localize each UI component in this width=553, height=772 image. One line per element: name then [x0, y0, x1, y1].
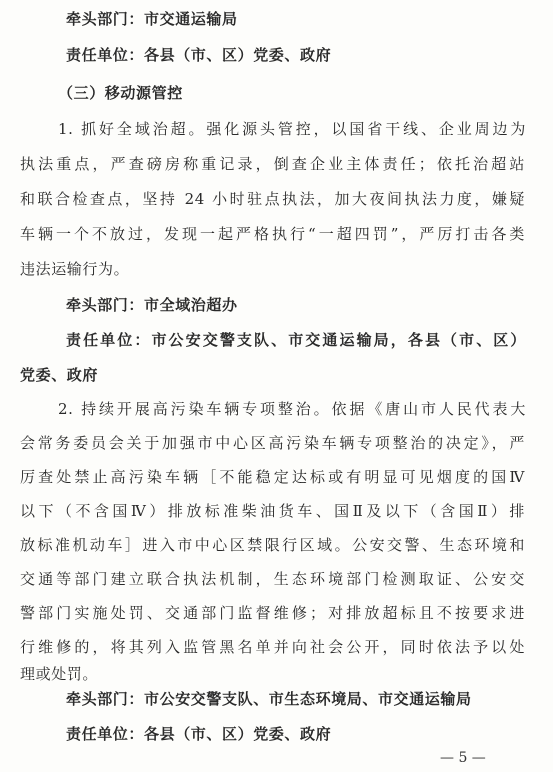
paragraph-line: 2. 持续开展高污染车辆专项整治。依据《唐山市人民代表大	[58, 400, 526, 418]
paragraph-line: 执法重点，严查磅房称重记录，倒查企业主体责任；依托治超站	[20, 155, 525, 173]
paragraph-line: 放标准机动车］进入市中心区禁限行区域。公安交警、生态环境和	[20, 536, 525, 554]
paragraph-line: 交通等部门建立联合执法机制，生态环境部门检测取证、公安交	[20, 570, 525, 588]
paragraph-line: 厉查处禁止高污染车辆［不能稳定达标或有明显可见烟度的国Ⅳ	[20, 468, 525, 486]
section-heading: （三）移动源管控	[58, 84, 183, 102]
responsible-unit-line: 责任单位：各县（市、区）党委、政府	[66, 725, 332, 743]
lead-department-line: 牵头部门：市全域治超办	[66, 296, 238, 314]
page-number: — 5 —	[440, 750, 486, 766]
responsible-unit-line: 责任单位：市公安交警支队、市交通运输局，各县（市、区）	[66, 331, 526, 349]
paragraph-line: 1. 抓好全域治超。强化源头管控，以国省干线、企业周边为	[58, 120, 526, 138]
paragraph-line: 车辆一个不放过，发现一起严格执行“一超四罚”，严厉打击各类	[20, 225, 525, 243]
lead-department-line: 牵头部门：市交通运输局	[66, 10, 238, 28]
paragraph-line: 违法运输行为。	[20, 260, 130, 278]
paragraph-line: 会常务委员会关于加强市中心区高污染车辆专项整治的决定》，严	[20, 434, 525, 452]
responsible-unit-line: 责任单位：各县（市、区）党委、政府	[66, 46, 332, 64]
paragraph-line: 警部门实施处罚、交通部门监督维修；对排放超标且不按要求进	[20, 604, 525, 622]
paragraph-line: 和联合检查点，坚持 24 小时驻点执法，加大夜间执法力度，嫌疑	[20, 190, 525, 208]
paragraph-line: 理或处罚。	[20, 665, 99, 683]
paragraph-line: 以下（不含国Ⅳ）排放标准柴油货车、国Ⅱ及以下（含国Ⅱ）排	[20, 502, 525, 520]
responsible-unit-line: 党委、政府	[20, 366, 99, 384]
lead-department-line: 牵头部门：市公安交警支队、市生态环境局、市交通运输局	[66, 690, 472, 708]
paragraph-line: 行维修的，将其列入监管黑名单并向社会公开，同时依法予以处	[20, 638, 525, 656]
